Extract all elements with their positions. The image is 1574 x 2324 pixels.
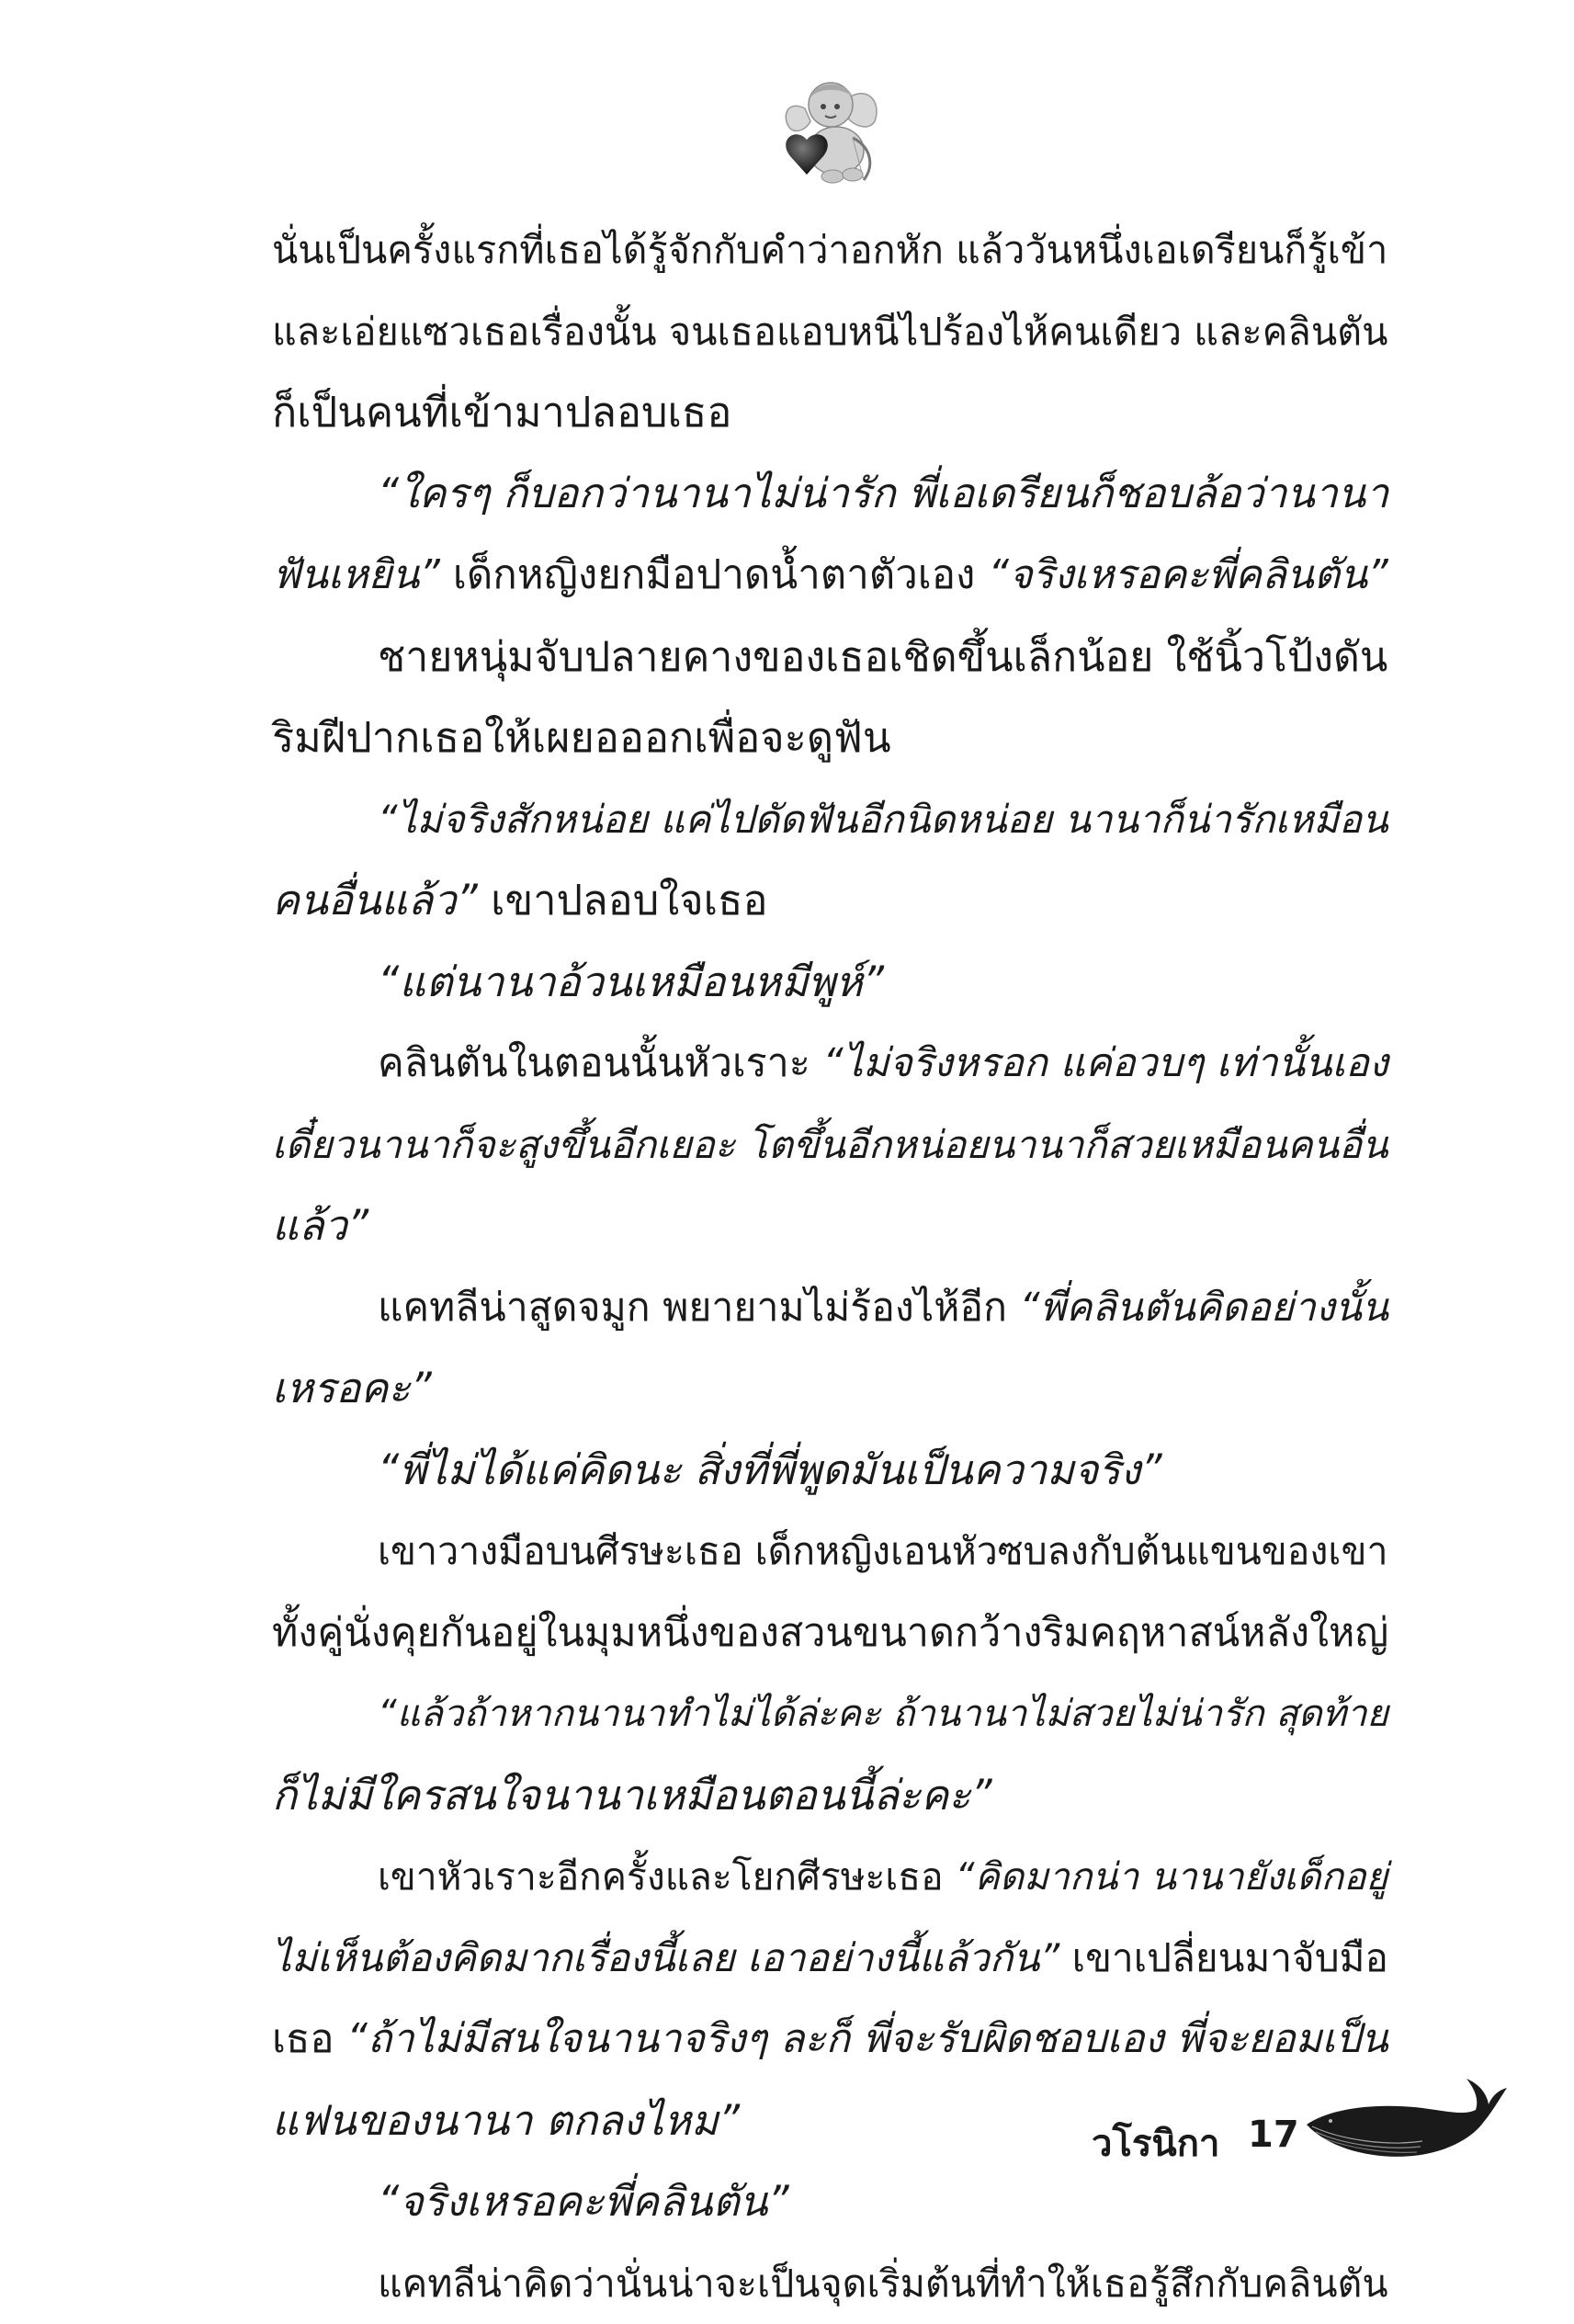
dialogue-text: “พี่ไม่ได้แค่คิดนะ สิ่งที่พี่พูดมันเป็นความจริง” <box>378 1445 1162 1494</box>
text-line <box>272 1023 1388 1105</box>
text-line <box>272 1511 1388 1593</box>
dialogue-text: “พี่คลินตันคิดอย่างนั้น <box>1020 1285 1389 1331</box>
dialogue-text: “จริงเหรอคะพี่คลินตัน” <box>378 2177 789 2226</box>
narration-text: คลินตันในตอนนั้นหัวเราะ <box>378 1040 822 1086</box>
text-line <box>272 1105 1388 1186</box>
narration-text: เด็กหญิงยกมือปาดน้ำตาตัวเอง <box>440 551 988 598</box>
chapter-text <box>272 210 1388 2324</box>
text-line <box>272 1755 1388 1837</box>
narration-text: ชายหนุ่มจับปลายคางของเธอเชิดขึ้นเล็กน้อย ใช้นิ้วโป้งดัน <box>378 633 1387 681</box>
narration-text: แคทลีน่าคิดว่านั่นน่าจะเป็นจุดเริ่มต้นที่ทำให้เธอรู้สึกกับคลินตัน <box>378 2262 1388 2306</box>
dialogue-text: “ไม่จริงหรอก แค่อวบๆ เท่านั้นเอง <box>822 1040 1387 1086</box>
text-line <box>272 2080 1388 2162</box>
narration-text: แคทลีน่าสูดจมูก พยายามไม่ร้องไห้อีก <box>378 1285 1020 1331</box>
text-line <box>272 697 1388 779</box>
text-line <box>272 1430 1388 1512</box>
text-line <box>272 1348 1388 1430</box>
whale-icon <box>1303 2068 1510 2169</box>
dialogue-text: แฟนของนานา ตกลงไหม” <box>272 2096 740 2145</box>
dialogue-text: ฟันเหยิน” <box>272 551 440 598</box>
text-line <box>272 210 1388 291</box>
dialogue-text: “แล้วถ้าหากนานาทำไม่ได้ล่ะคะ ถ้านานาไม่สวยไม่น่ารัก สุดท้าย <box>378 1693 1388 1735</box>
text-line <box>272 617 1388 698</box>
narration-text: เขาเปลี่ยนมาจับมือ <box>1059 1935 1388 1980</box>
narration-text: ริมฝีปากเธอให้เผยอออกเพื่อจะดูฟัน <box>272 713 891 762</box>
narration-text: ก็เป็นคนที่เข้ามาปลอบเธอ <box>272 388 731 436</box>
dialogue-text: “ไม่จริงสักหน่อย แค่ไปดัดฟันอีกนิดหน่อย นานาก็น่ารักเหมือน <box>378 797 1388 842</box>
text-line <box>272 2161 1388 2243</box>
dialogue-text: ก็ไม่มีใครสนใจนานาเหมือนตอนนี้ล่ะคะ” <box>272 1771 992 1820</box>
book-title: วโรนิกา <box>1092 2114 1219 2172</box>
narration-text: และเอ่ยแซวเธอเรื่องนั้น จนเธอแอบหนีไปร้องไห้คนเดียว และคลินตัน <box>272 309 1387 354</box>
text-line <box>272 942 1388 1024</box>
text-line <box>272 1185 1388 1267</box>
dialogue-text: “คิดมากน่า นานายังเด็กอยู่ <box>956 1854 1388 1899</box>
dialogue-text: “ถ้าไม่มีสนใจนานาจริงๆ ละก็ พี่จะรับผิดชอบเอง พี่จะยอมเป็น <box>346 2016 1387 2062</box>
text-line <box>272 372 1388 454</box>
text-line <box>272 779 1388 861</box>
dialogue-text: เดี๋ยวนานาก็จะสูงขึ้นอีกเยอะ โตขึ้นอีกหน่อยนานาก็สวยเหมือนคนอื่น <box>272 1122 1388 1167</box>
page-number: 17 <box>1248 2114 1299 2156</box>
dialogue-text: เหรอคะ” <box>272 1364 432 1412</box>
text-line <box>272 2243 1388 2324</box>
dialogue-text: ไม่เห็นต้องคิดมากเรื่องนี้เลย เอาอย่างนี้แล้วกัน” <box>272 1935 1059 1980</box>
narration-text: นั่นเป็นครั้งแรกที่เธอได้รู้จักกับคำว่าอกหัก แล้ววันหนึ่งเอเดรียนก็รู้เข้า <box>272 228 1387 272</box>
text-line <box>272 1918 1388 2000</box>
dialogue-text: คนอื่นแล้ว” <box>272 876 478 924</box>
dialogue-text: “จริงเหรอคะพี่คลินตัน” <box>988 551 1387 598</box>
narration-text: เขาวางมือบนศีรษะเธอ เด็กหญิงเอนหัวซบลงกับต้นแขนของเขา <box>378 1529 1388 1573</box>
text-line <box>272 535 1388 617</box>
text-line <box>272 860 1388 942</box>
dialogue-text: “แต่นานาอ้วนเหมือนหมีพูห์” <box>378 958 884 1006</box>
text-line <box>272 1593 1388 1674</box>
text-line <box>272 454 1388 536</box>
cupid-with-heart-icon <box>779 74 885 188</box>
narration-text: เขาปลอบใจเธอ <box>478 876 768 924</box>
narration-text: เขาหัวเราะอีกครั้งและโยกศีรษะเธอ <box>378 1854 956 1899</box>
text-line <box>272 1267 1388 1349</box>
narration-text: เธอ <box>272 2016 346 2062</box>
text-line <box>272 1673 1388 1755</box>
text-line <box>272 1836 1388 1918</box>
narration-text: ทั้งคู่นั่งคุยกันอยู่ในมุมหนึ่งของสวนขนาดกว้างริมคฤหาสน์หลังใหญ่ <box>272 1610 1388 1656</box>
dialogue-text: “ใครๆ ก็บอกว่านานาไม่น่ารัก พี่เอเดรียนก็ชอบล้อว่านานา <box>378 470 1388 517</box>
text-line <box>272 1999 1388 2080</box>
dialogue-text: แล้ว” <box>272 1201 368 1250</box>
text-line <box>272 291 1388 373</box>
